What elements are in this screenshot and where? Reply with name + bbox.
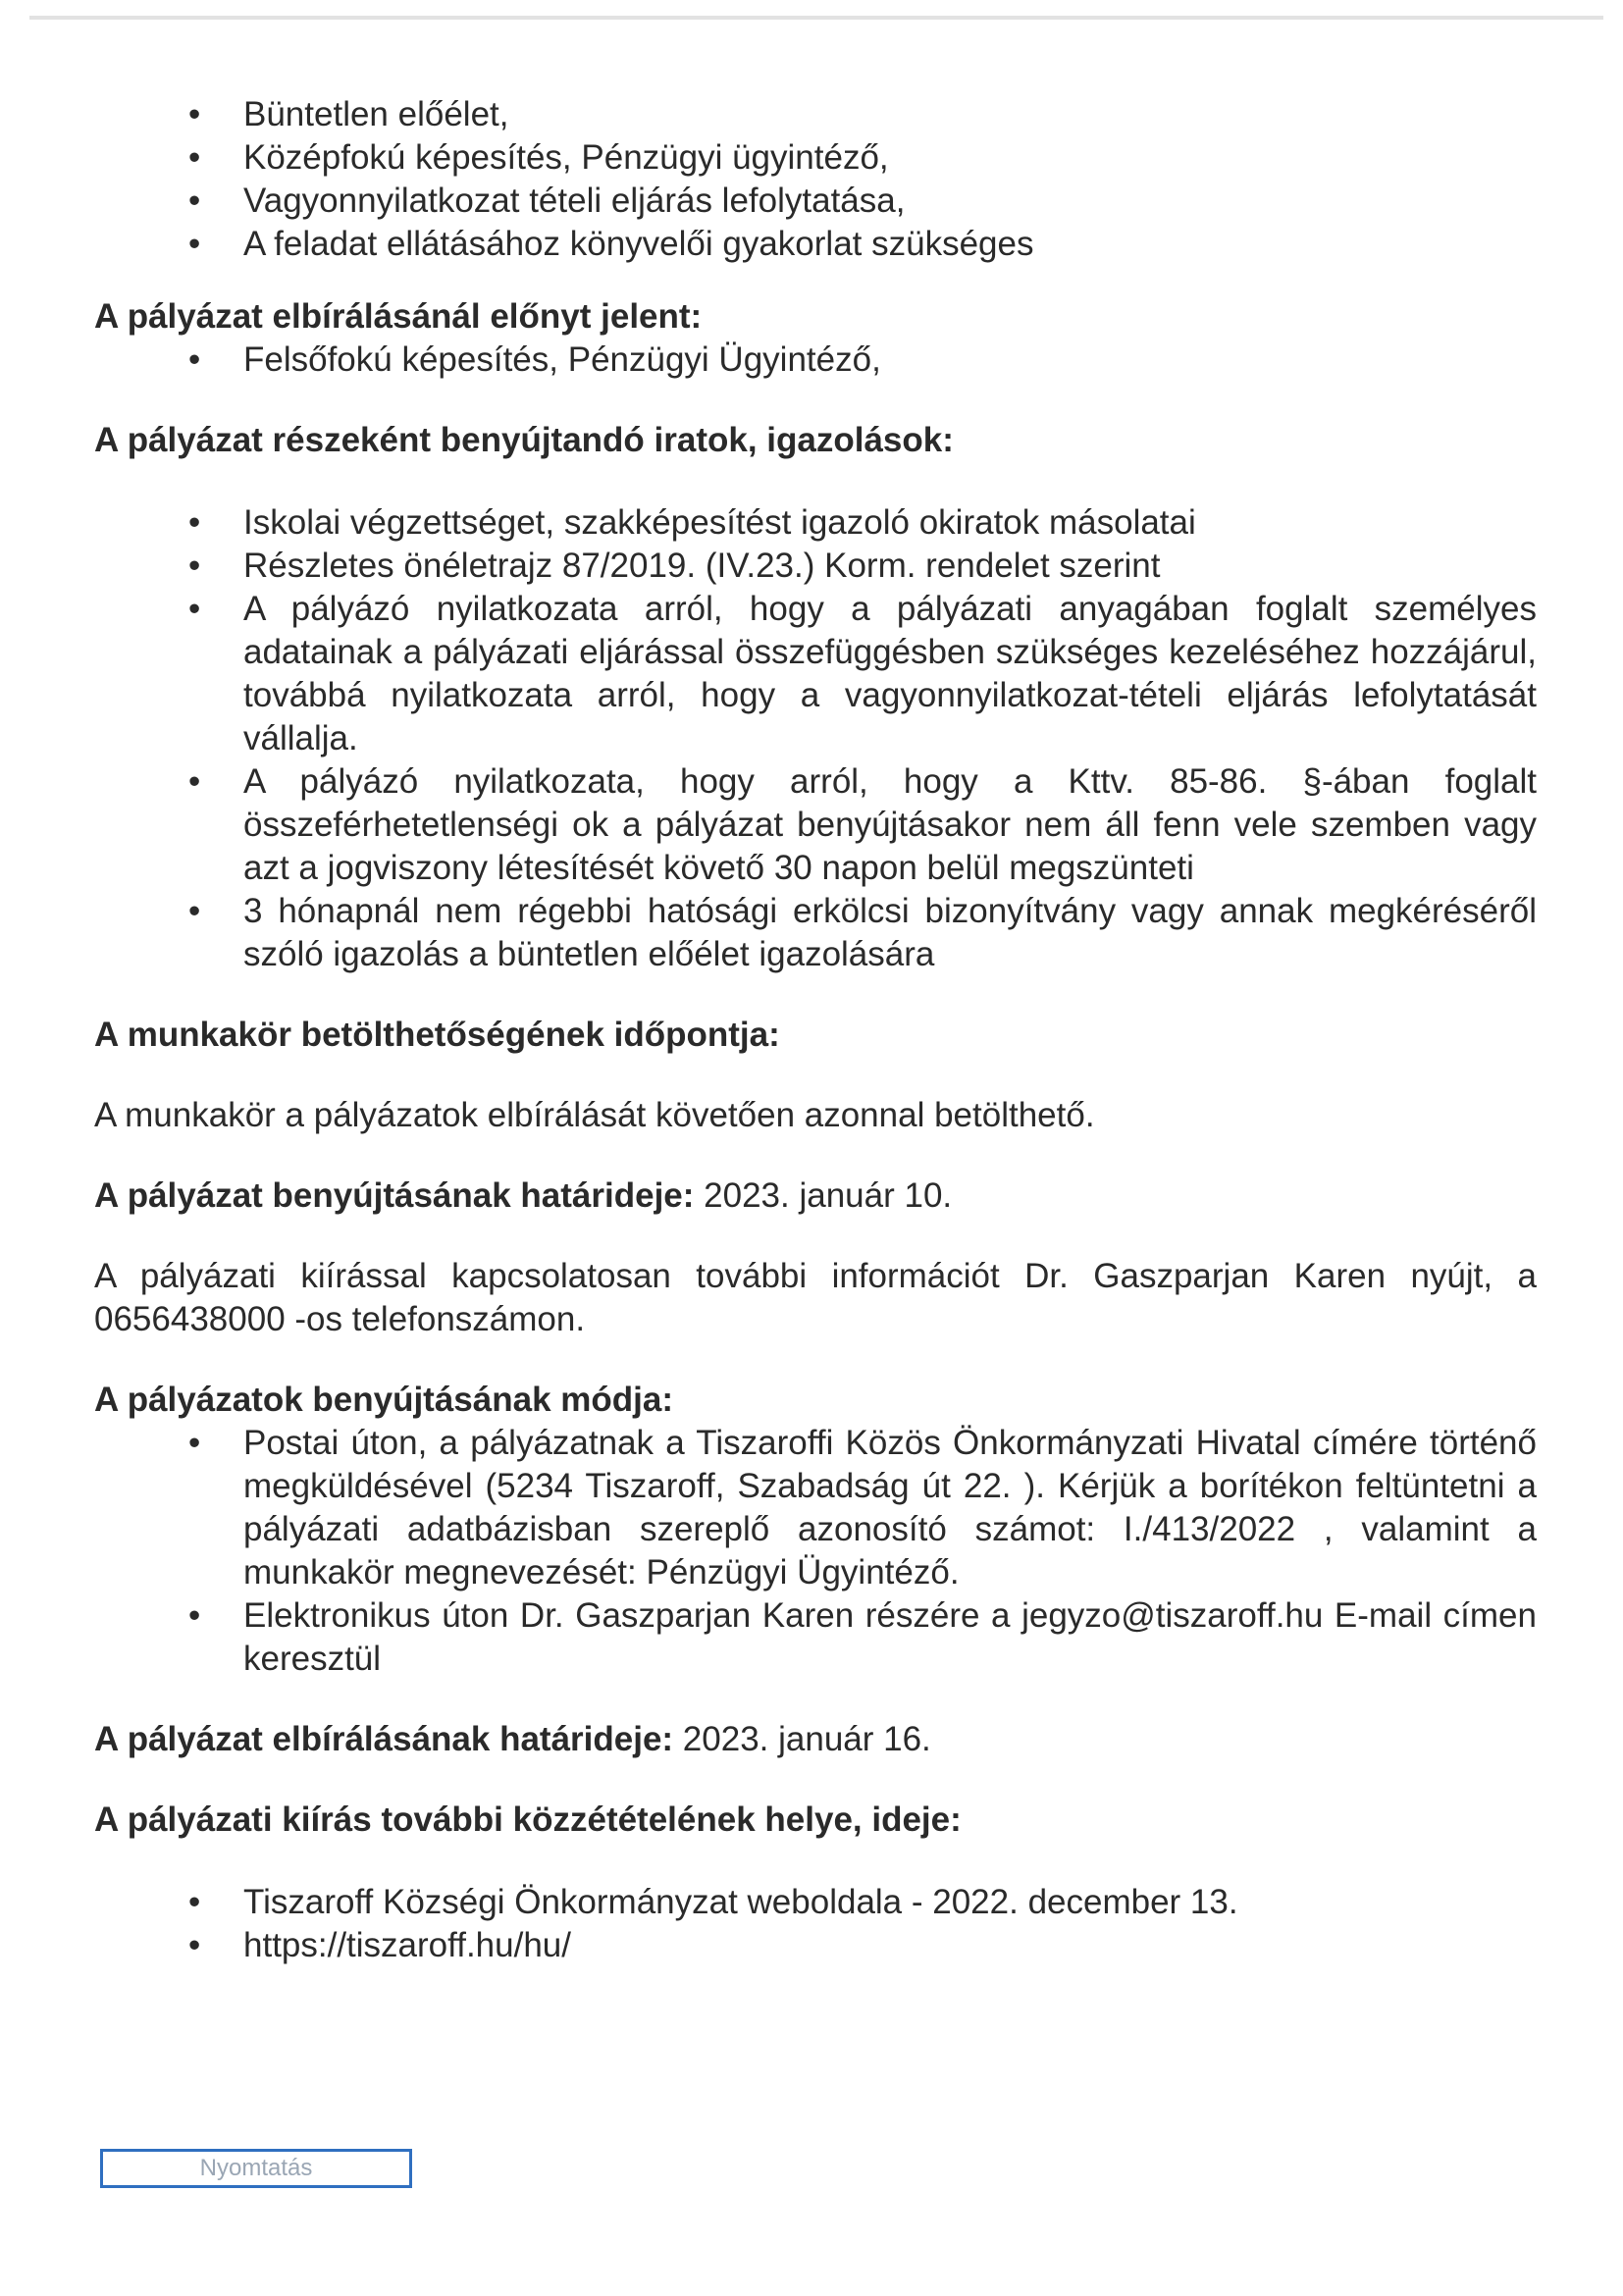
bullet-icon: • [188,547,201,585]
list-item: • 3 hónapnál nem régebbi hatósági erkölcsi bizonyítvány vagy annak megkéréséről szóló igazolás a büntetlen előélet igazolására [188,892,1537,973]
deadline-value: 2023. január 10. [694,1176,953,1215]
list-item: • A feladat ellátásához könyvelői gyakorlat szükséges [94,223,1537,266]
list-item: • Postai úton, a pályázatnak a Tiszaroffi Közös Önkormányzati Hivatal címére történő megküldésével (5234 Tiszaroff, Szabadság út 22. ). Kérjük a borítékon feltüntetni a pályázati adatbázisban szereplő azonosító számot: I./413/2022 , valamint a munkakör megnevezését: Pénzügyi Ügyintéző. [188,1424,1537,1592]
list-item: • Középfokú képesítés, Pénzügyi ügyintéző, [94,136,1537,180]
start-date-heading: A munkakör betölthetőségének időpontja: [94,1016,780,1054]
bullet-icon: • [188,762,201,801]
bullet-icon: • [188,503,201,542]
list-item: • https://tiszaroff.hu/hu/ [94,1924,1537,1967]
list-item: • Részletes önéletrajz 87/2019. (IV.23.) Korm. rendelet szerint [94,545,1537,588]
bullet-icon: • [188,1596,201,1635]
print-button[interactable]: Nyomtatás [100,2149,412,2188]
documents-list [94,501,1537,976]
advantage-heading: A pályázat elbírálásánál előnyt jelent: [94,297,703,336]
deadline-label: A pályázat benyújtásának határideje: [94,1176,695,1215]
list-item: • A pályázó nyilatkozata arról, hogy a pályázati anyagában foglalt személyes adatainak a pályázati eljárással összefüggésben szükséges kezeléséhez hozzájárul, továbbá nyilatkozata arról, hogy a vagyonnyilatkozat-tételi eljárás lefolytatását vállalja. [188,590,1537,757]
publication-heading: A pályázati kiírás további közzétételének helye, ideje: [94,1800,962,1839]
bullet-icon: • [188,95,201,133]
list-item: • Iskolai végzettséget, szakképesítést igazoló okiratok másolatai [94,501,1537,545]
evaluation-label: A pályázat elbírálásának határideje: [94,1720,674,1758]
list-item: • Elektronikus úton Dr. Gaszparjan Karen részére a jegyzo@tiszaroff.hu E-mail címen keresztül [188,1596,1537,1678]
start-date-text: A munkakör a pályázatok elbírálását követően azonnal betölthető. [94,1096,1095,1134]
top-divider [29,16,1603,20]
list-item: • A pályázó nyilatkozata, hogy arról, hogy a Kttv. 85-86. §-ában foglalt összeférhetetlenségi ok a pályázat benyújtásakor nem áll fenn vele szemben vagy azt a jogviszony létesítését követő 30 napon belül megszünteti [188,762,1537,887]
publication-list [94,1881,1537,1967]
submission-method-heading: A pályázatok benyújtásának módja: [94,1381,673,1419]
advantage-list [94,339,1537,382]
bullet-icon: • [188,590,201,628]
bullet-icon: • [188,225,201,263]
bullet-icon: • [188,892,201,930]
bullet-icon: • [188,1424,201,1462]
list-item: • Vagyonnyilatkozat tételi eljárás lefolytatása, [94,180,1537,223]
contact-info-text: A pályázati kiírással kapcsolatosan további információt Dr. Gaszparjan Karen nyújt, a 0656438000 -os telefonszámon. [94,1257,1537,1338]
bullet-icon: • [188,1883,201,1921]
documents-heading: A pályázat részeként benyújtandó iratok, igazolások: [94,421,954,459]
bullet-icon: • [188,1926,201,1964]
evaluation-deadline [94,1718,1537,1761]
document-body [94,93,1537,1967]
bullet-icon: • [188,340,201,379]
submission-method-list [94,1422,1537,1681]
list-item: • Tiszaroff Községi Önkormányzat weboldala - 2022. december 13. [94,1881,1537,1924]
submission-deadline [94,1174,1537,1218]
list-item: • Büntetlen előélet, [94,93,1537,136]
list-item: • Felsőfokú képesítés, Pénzügyi Ügyintéző, [94,339,1537,382]
bullet-icon: • [188,182,201,220]
evaluation-value: 2023. január 16. [673,1720,931,1758]
requirements-list [94,93,1537,266]
bullet-icon: • [188,138,201,177]
